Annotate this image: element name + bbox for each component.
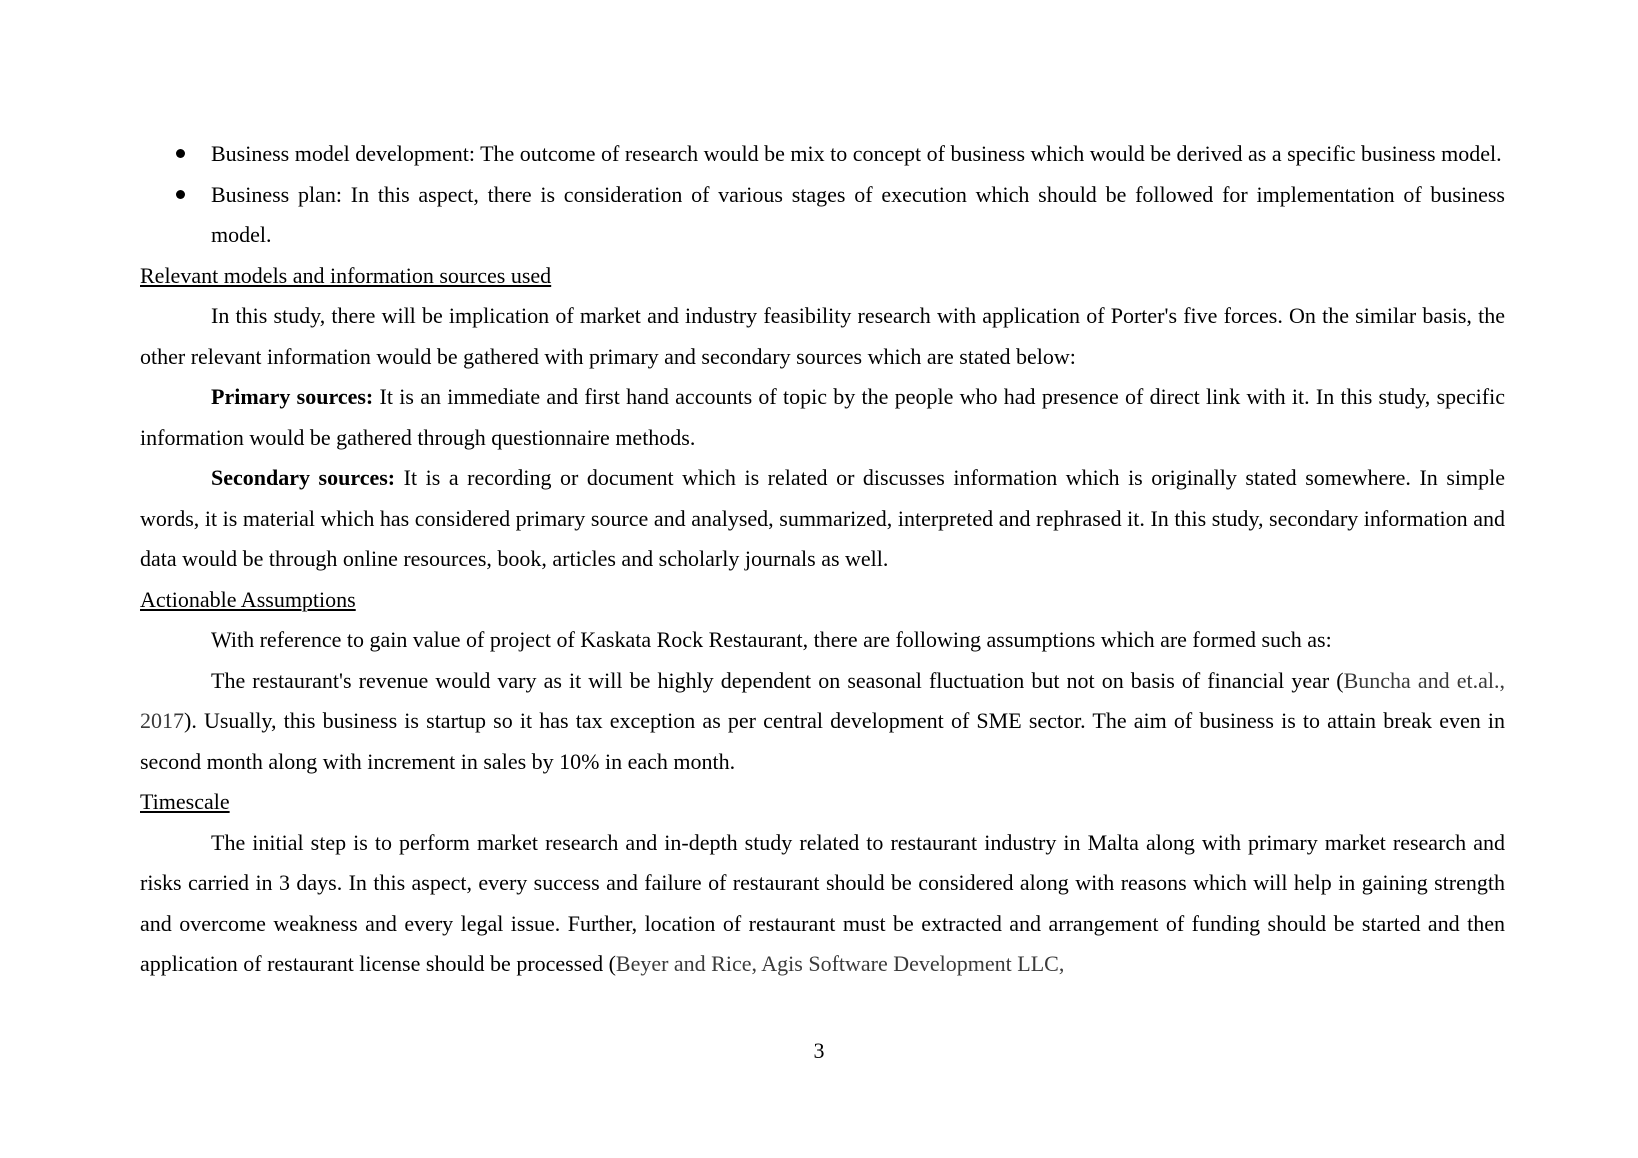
section-heading-models: Relevant models and information sources used [140, 262, 552, 288]
paragraph-timescale-body [140, 823, 1505, 985]
paragraph-assumptions-intro [140, 620, 1505, 661]
paragraph-text: The restaurant's revenue would vary as it will be highly dependent on seasonal fluctuation but not on basis of financial year ( [211, 667, 1344, 693]
bullet-icon [176, 149, 185, 158]
paragraph-assumptions-body [140, 661, 1505, 783]
bullet-icon [176, 190, 185, 199]
paragraph-models-intro [140, 296, 1505, 377]
primary-sources-label: Primary sources: [211, 384, 374, 409]
list-item [140, 175, 1505, 256]
section-heading-timescale: Timescale [140, 789, 230, 814]
list-item [140, 134, 1505, 175]
section-heading-assumptions: Actionable Assumptions [140, 586, 356, 612]
paragraph-text: In this study, there will be implication of market and industry feasibility research with application of Porter's five forces. On the similar basis, the other relevant information would be gathered with primary and secondary sources which are stated below: [140, 303, 1505, 369]
page-number: 3 [813, 1038, 825, 1063]
paragraph-text: With reference to gain value of project of Kaskata Rock Restaurant, there are following assumptions which are formed such as: [211, 627, 1332, 652]
citation: Beyer and Rice, Agis Software Development LLC, [615, 951, 1065, 976]
paragraph-secondary-sources [140, 458, 1505, 580]
paragraph-primary-sources [140, 377, 1505, 458]
bullet-text: Business plan: In this aspect, there is consideration of various stages of execution which should be followed for implementation of business model. [211, 181, 1505, 247]
primary-sources-text: It is an immediate and first hand accounts of topic by the people who had presence of direct link with it. In this study, specific information would be gathered through questionnaire methods. [140, 384, 1505, 450]
paragraph-text: ). Usually, this business is startup so it has tax exception as per central development of SME sector. The aim of business is to attain break even in second month along with increment in sales by 10% in each month. [140, 708, 1505, 774]
paragraph-text: The initial step is to perform market research and in-depth study related to restaurant industry in Malta along with primary market research and risks carried in 3 days. In this aspect, every success and failure of restaurant should be considered along with reasons which will help in gaining strength and overcome weakness and every legal issue. Further, location of restaurant must be extracted and arrangement of funding should be started and then application of restaurant license should be processed ( [140, 829, 1505, 976]
bullet-list [140, 134, 1505, 256]
bullet-text: Business model development: The outcome of research would be mix to concept of business which would be derived as a specific business model. [211, 141, 1502, 166]
citation: Buncha and et.al., 2017 [140, 667, 1505, 733]
document-page [140, 134, 1505, 985]
secondary-sources-text: It is a recording or document which is related or discusses information which is originally stated somewhere. In simple words, it is material which has considered primary source and analysed, summarized, interpreted and rephrased it. In this study, secondary information and data would be through online resources, book, articles and scholarly journals as well. [140, 465, 1505, 571]
secondary-sources-label: Secondary sources: [211, 465, 396, 490]
